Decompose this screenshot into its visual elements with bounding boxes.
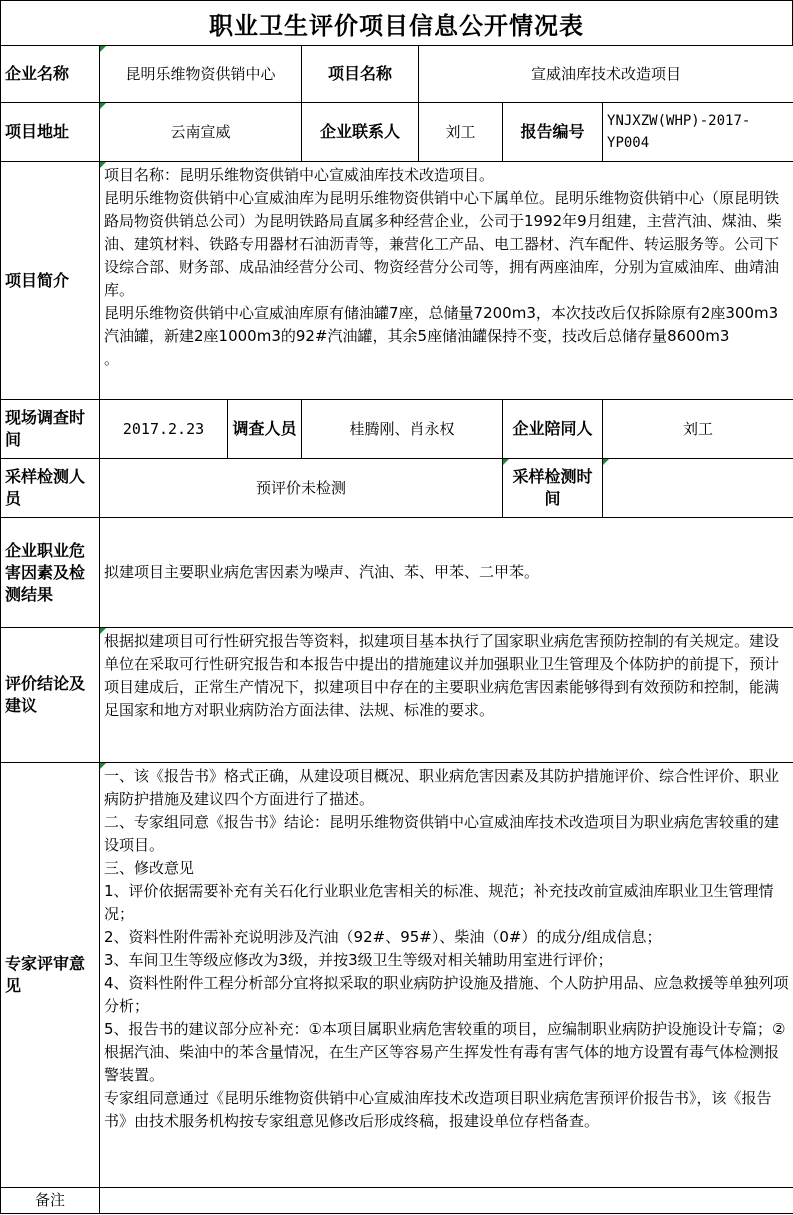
sampling-time-value <box>603 459 793 518</box>
opinion-paragraph: 1、评价依据需要补充有关石化行业职业危害相关的标准、规范；补充技改前宣威油库职业卫生管理情况； <box>104 882 774 923</box>
expert-opinion-text <box>100 763 793 1188</box>
sampling-time-label: 采样检测时间 <box>503 459 603 518</box>
opinion-paragraph: 三、修改意见 <box>104 859 195 877</box>
intro-paragraph: 昆明乐维物资供销中心宣威油库原有储油罐7座，总储量7200m3，本次技改后仅拆除原有2座300m3汽油罐，新建2座1000m3的92#汽油罐，其余5座储油罐保持不变，技改后总储存量8600m3 <box>104 304 779 345</box>
project-intro-label: 项目简介 <box>1 162 100 400</box>
investigators-label: 调查人员 <box>228 400 302 459</box>
survey-time-label: 现场调查时间 <box>1 400 100 459</box>
row-expert-opinion <box>1 763 793 1188</box>
conclusion-value: 根据拟建项目可行性研究报告等资料，拟建项目基本执行了国家职业病危害预防控制的有关规定。建设单位在采取可行性研究报告和本报告中提出的措施建议并加强职业卫生管理及个体防护的前提下，预计项目建成后，正常生产情况下，拟建项目中存在的主要职业病危害因素能够得到有效预防和控制，能满足国家和地方对职业病防治方面法律、法规、标准的要求。 <box>100 628 793 763</box>
remarks-label: 备注 <box>1 1188 100 1214</box>
report-number-value: YNJXZW(WHP)-2017-YP004 <box>603 103 793 162</box>
survey-time-value: 2017.2.23 <box>100 400 228 459</box>
row-conclusion <box>1 628 793 763</box>
page-title: 职业卫生评价项目信息公开情况表 <box>0 0 793 45</box>
opinion-paragraph: 2、资料性附件需补充说明涉及汽油（92#、95#）、柴油（0#）的成分/组成信息； <box>104 928 662 946</box>
info-table <box>0 45 793 1214</box>
opinion-paragraph: 专家组同意通过《昆明乐维物资供销中心宣威油库技术改造项目职业病危害预评价报告书》，该《报告书》由技术服务机构按专家组意见修改后形成终稿，报建设单位存档备查。 <box>104 1089 772 1130</box>
remarks-value <box>100 1188 793 1214</box>
sampling-staff-value: 预评价未检测 <box>100 459 503 518</box>
report-number-label: 报告编号 <box>503 103 603 162</box>
contact-person-value: 刘工 <box>419 103 503 162</box>
opinion-paragraph: 二、专家组同意《报告书》结论：昆明乐维物资供销中心宣威油库技术改造项目为职业病危害较重的建设项目。 <box>104 813 780 854</box>
row-remarks <box>1 1188 793 1214</box>
accompanying-value: 刘工 <box>603 400 793 459</box>
opinion-paragraph: 一、该《报告书》格式正确，从建设项目概况、职业病危害因素及其防护措施评价、综合性评价、职业病防护措施及建议四个方面进行了描述。 <box>104 767 780 808</box>
conclusion-label: 评价结论及建议 <box>1 628 100 763</box>
intro-paragraph: 昆明乐维物资供销中心宣威油库为昆明乐维物资供销中心下属单位。昆明乐维物资供销中心（原昆明铁路局物资供销总公司）为昆明铁路局直属多种经营企业，公司于1992年9月组建，主营汽油、煤油、柴油、建筑材料、铁路专用器材石油沥青等，兼营化工产品、电工器材、汽车配件、转运服务等。公司下设综合部、财务部、成品油经营分公司、物资经营分公司等，拥有两座油库，分别为宣威油库、曲靖油库。 <box>104 189 782 299</box>
row-hazards <box>1 518 793 628</box>
hazard-factors-value: 拟建项目主要职业病危害因素为噪声、汽油、苯、甲苯、二甲苯。 <box>100 518 793 628</box>
row-project-intro <box>1 162 793 400</box>
row-survey <box>1 400 793 459</box>
project-address-label: 项目地址 <box>1 103 100 162</box>
row-enterprise <box>1 46 793 103</box>
enterprise-name-label: 企业名称 <box>1 46 100 103</box>
investigators-value: 桂腾刚、肖永权 <box>302 400 503 459</box>
project-name-label: 项目名称 <box>302 46 419 103</box>
intro-paragraph: 项目名称：昆明乐维物资供销中心宣威油库技术改造项目。 <box>104 166 495 184</box>
hazard-factors-label: 企业职业危害因素及检测结果 <box>1 518 100 628</box>
row-address <box>1 103 793 162</box>
row-sampling <box>1 459 793 518</box>
project-address-value: 云南宣威 <box>100 103 302 162</box>
contact-person-label: 企业联系人 <box>302 103 419 162</box>
opinion-paragraph: 5、报告书的建议部分应补充：①本项目属职业病危害较重的项目，应编制职业病防护设施设计专篇；②根据汽油、柴油中的苯含量情况，在生产区等容易产生挥发性有毒有害气体的地方设置有毒气体检测报警装置。 <box>104 1020 786 1084</box>
project-intro-text <box>100 162 793 400</box>
sampling-staff-label: 采样检测人员 <box>1 459 100 518</box>
enterprise-name-value: 昆明乐维物资供销中心 <box>100 46 302 103</box>
opinion-paragraph: 3、车间卫生等级应修改为3级，并按3级卫生等级对相关辅助用室进行评价； <box>104 951 613 969</box>
intro-paragraph: 。 <box>104 350 120 368</box>
expert-opinion-label: 专家评审意见 <box>1 763 100 1188</box>
accompanying-label: 企业陪同人 <box>503 400 603 459</box>
project-name-value: 宣威油库技术改造项目 <box>419 46 793 103</box>
opinion-paragraph: 4、资料性附件工程分析部分宜将拟采取的职业病防护设施及措施、个人防护用品、应急救援等单独列项分析； <box>104 974 789 1015</box>
